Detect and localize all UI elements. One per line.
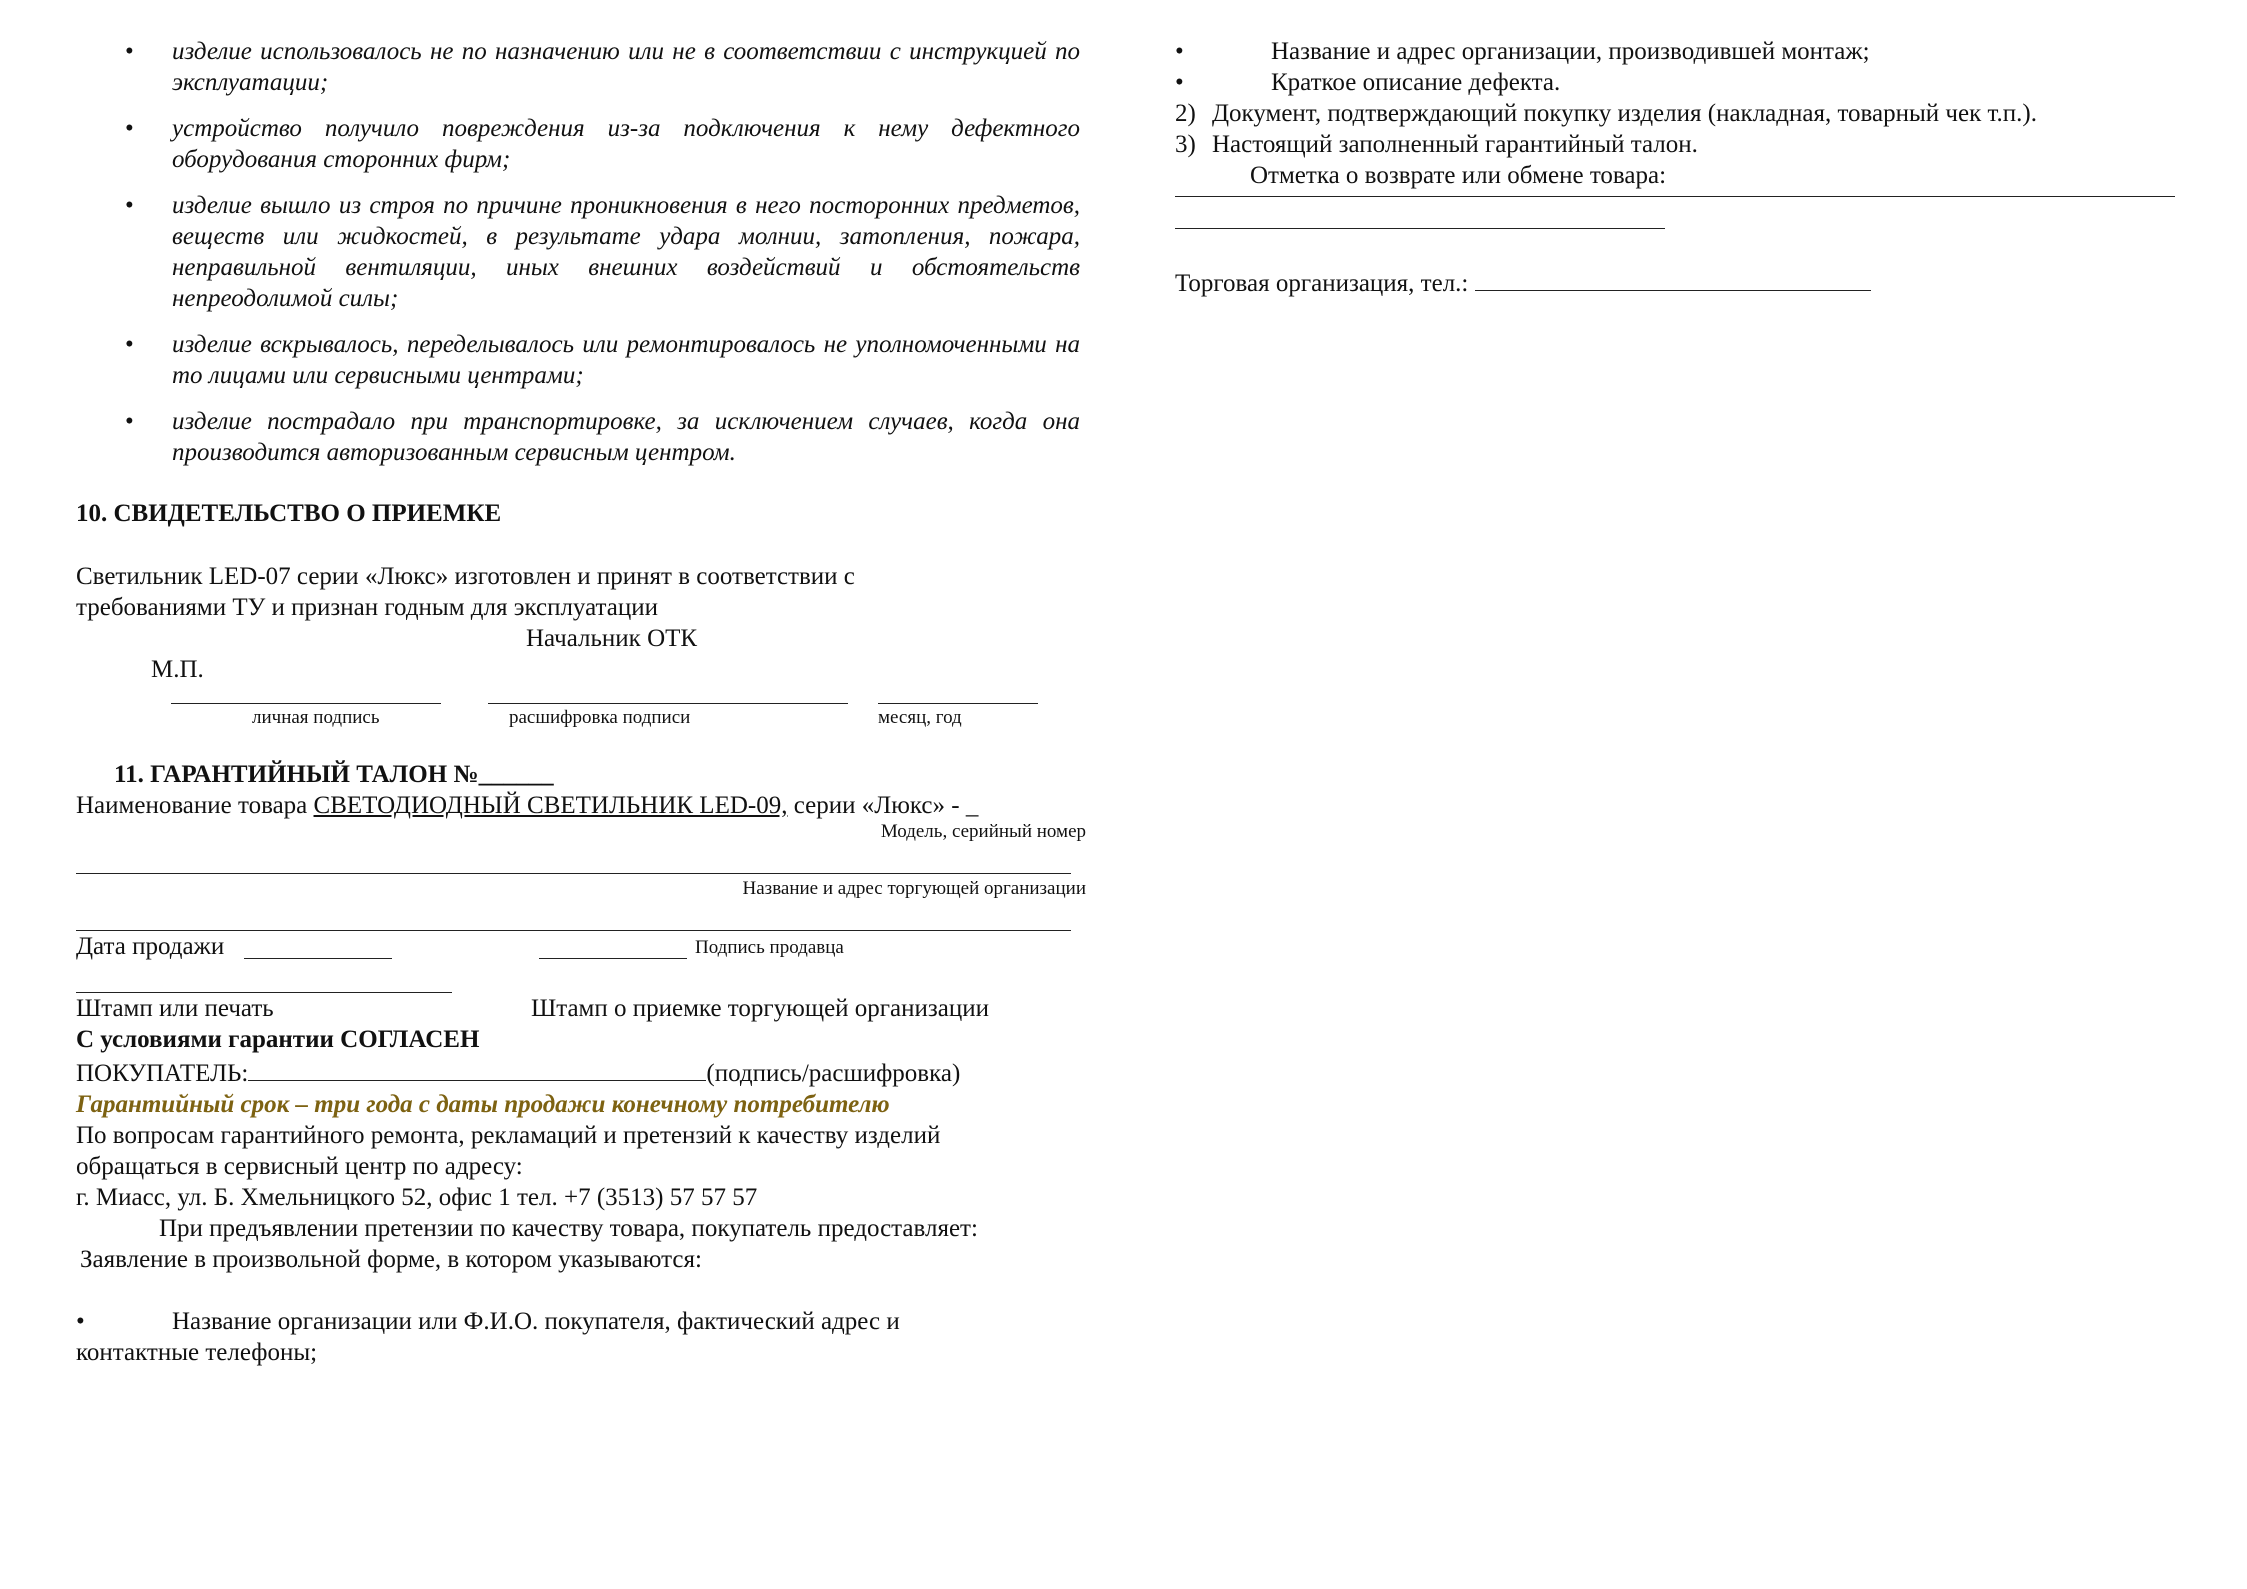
return-line-2 xyxy=(1175,228,1665,229)
sale-date-label: Дата продажи xyxy=(76,933,225,960)
warranty-exclusions-list xyxy=(76,36,1086,468)
list-item: • изделие вскрывалось, переделывалось или ремонтировалось не уполномоченными на то лицами или сервисными центрами; xyxy=(125,331,1080,389)
sale-date-row xyxy=(76,931,1086,962)
bullet-icon: • xyxy=(125,331,134,358)
buyer-sign-field[interactable] xyxy=(248,1055,706,1081)
org-label: Название и адрес торгующей организации xyxy=(742,878,1086,899)
sale-date-field[interactable] xyxy=(244,931,392,959)
return-mark-label: Отметка о возврате или обмене товара: xyxy=(1250,162,1667,189)
model-serial-label: Модель, серийный номер xyxy=(880,821,1086,842)
acceptance-text-line2: требованиями ТУ и признан годным для эксплуатации xyxy=(76,594,659,621)
bullet-icon: • xyxy=(125,408,134,435)
trade-org-row: Торговая организация, тел.: xyxy=(1175,265,2175,299)
numbered-item: 2) Документ, подтверждающий покупку изделия (накладная, товарный чек т.п.). xyxy=(1175,100,2037,127)
acceptance-heading: 10. СВИДЕТЕЛЬСТВО О ПРИЕМКЕ xyxy=(76,500,502,527)
list-item: • Название и адрес организации, производившей монтаж; xyxy=(1175,38,1870,65)
otk-chief-label: Начальник ОТК xyxy=(526,625,698,652)
date-line xyxy=(878,703,1038,704)
stamp-row xyxy=(76,993,1086,1024)
claim-item-1-cont: контактные телефоны; xyxy=(76,1339,318,1366)
acceptance-text-line1: Светильник LED-07 серии «Люкс» изготовлен и принят в соответствии с xyxy=(76,563,855,590)
agree-heading: С условиями гарантии СОГЛАСЕН xyxy=(76,1026,480,1053)
list-item: • изделие пострадало при транспортировке, за исключением случаев, когда она производится авторизованным сервисным центром. xyxy=(125,408,1080,466)
bullet-icon: • xyxy=(1175,69,1184,96)
guarantee-heading: 11. ГАРАНТИЙНЫЙ ТАЛОН №______ xyxy=(114,761,554,788)
signature-block xyxy=(76,691,1086,735)
claim-statement: Заявление в произвольной форме, в котором указываются: xyxy=(80,1246,702,1273)
transcript-label: расшифровка подписи xyxy=(509,707,691,728)
right-column xyxy=(1175,36,2175,299)
list-item: • изделие использовалось не по назначению или не в соответствии с инструкцией по эксплуатации; xyxy=(125,38,1080,96)
signature-line xyxy=(171,703,441,704)
signature-label: личная подпись xyxy=(252,707,380,728)
service-address: г. Миасс, ул. Б. Хмельницкого 52, офис 1 тел. +7 (3513) 57 57 57 xyxy=(76,1184,758,1211)
bullet-icon: • xyxy=(125,115,134,142)
numbered-item: 3) Настоящий заполненный гарантийный талон. xyxy=(1175,131,1698,158)
product-name-line: Наименование товара СВЕТОДИОДНЫЙ СВЕТИЛЬНИК LED-09, серии «Люкс» - _ xyxy=(76,792,979,819)
date-label: месяц, год xyxy=(878,707,962,728)
bullet-icon: • xyxy=(76,1308,85,1335)
bullet-icon: • xyxy=(125,38,134,65)
stamp-label: Штамп или печать xyxy=(76,995,274,1022)
return-line-1 xyxy=(1175,196,2175,197)
bullet-icon: • xyxy=(1175,38,1184,65)
warranty-period: Гарантийный срок – три года с даты продажи конечному потребителю xyxy=(76,1091,890,1118)
seller-sign-field[interactable] xyxy=(539,931,687,959)
org-line xyxy=(76,873,1071,874)
left-column xyxy=(76,36,1086,1368)
transcript-line xyxy=(488,703,848,704)
stamp-place-label: М.П. xyxy=(151,656,204,683)
list-item: • Краткое описание дефекта. xyxy=(1175,69,1561,96)
list-item: • изделие вышло из строя по причине проникновения в него посторонних предметов, веществ или жидкостей, в результате удара молнии, затопления, пожара, неправильной вентиляции, иных внешних воздействий и обстоятельств непреодолимой силы; xyxy=(125,192,1080,312)
bullet-icon: • xyxy=(125,192,134,219)
seller-sign-label: Подпись продавца xyxy=(695,937,844,958)
buyer-row: ПОКУПАТЕЛЬ: (подпись/расшифровка) xyxy=(76,1055,1086,1089)
list-item: • устройство получило повреждения из-за подключения к нему дефектного оборудования сторонних фирм; xyxy=(125,115,1080,173)
service-text-line1: По вопросам гарантийного ремонта, рекламаций и претензий к качеству изделий xyxy=(76,1122,941,1149)
product-name: СВЕТОДИОДНЫЙ СВЕТИЛЬНИК LED-09, xyxy=(313,792,788,819)
service-text-line2: обращаться в сервисный центр по адресу: xyxy=(76,1153,523,1180)
trade-org-phone-field[interactable] xyxy=(1475,265,1871,291)
claim-intro: При предъявлении претензии по качеству товара, покупатель предоставляет: xyxy=(159,1215,978,1242)
claim-item-1: • Название организации или Ф.И.О. покупателя, фактический адрес и xyxy=(76,1308,900,1335)
store-stamp-label: Штамп о приемке торгующей организации xyxy=(531,995,990,1022)
